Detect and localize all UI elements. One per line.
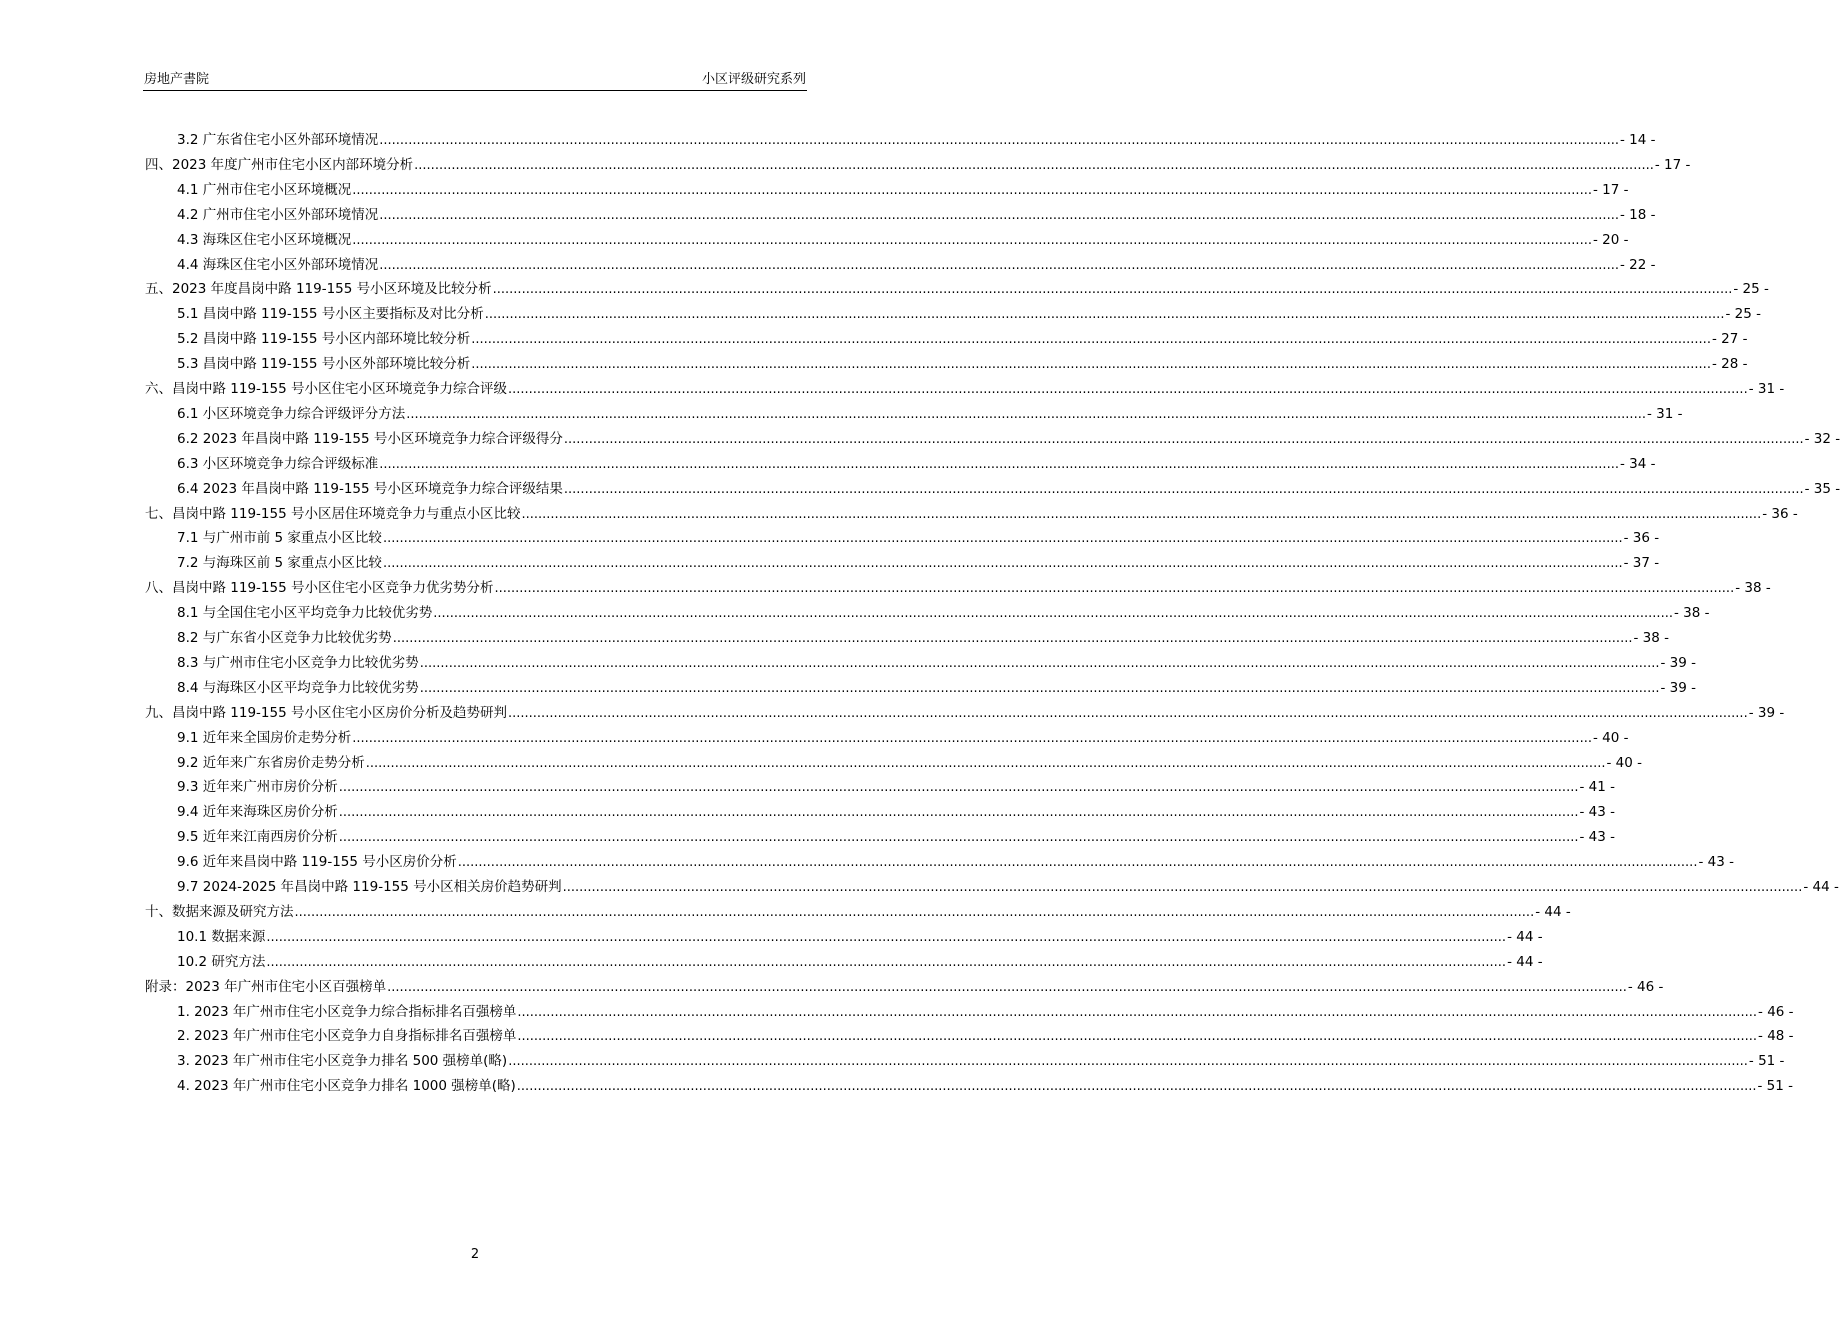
toc-entry-title: 9.2 近年来广东省房价走势分析	[177, 754, 365, 771]
toc-entry-title: 6.1 小区环境竞争力综合评级评分方法	[177, 405, 406, 422]
toc-dot-leader: ............................................................................................................................................................................................................................................................................................................	[406, 406, 1646, 422]
toc-entry-page: - 38 -	[1735, 580, 1771, 597]
toc-entry[interactable]	[177, 450, 1656, 472]
toc-dot-leader: ............................................................................................................................................................................................................................................................................................................	[379, 456, 1619, 472]
toc-entry-page: - 51 -	[1748, 1053, 1785, 1070]
toc-dot-leader: ............................................................................................................................................................................................................................................................................................................	[419, 680, 1660, 696]
toc-entry-title: 9.6 近年来昌岗中路 119-155 号小区房价分析	[177, 854, 457, 871]
toc-entry-page: - 17 -	[1654, 156, 1691, 173]
toc-dot-leader: ............................................................................................................................................................................................................................................................................................................	[382, 556, 1623, 572]
toc-dot-leader: ............................................................................................................................................................................................................................................................................................................	[379, 257, 1619, 273]
toc-entry[interactable]	[177, 724, 1629, 746]
toc-entry-page: - 38 -	[1673, 605, 1710, 622]
toc-entry-page: - 39 -	[1660, 654, 1696, 671]
toc-entry[interactable]	[145, 500, 1798, 522]
toc-entry[interactable]	[145, 375, 1785, 397]
toc-entry-page: - 18 -	[1619, 206, 1656, 223]
header-left-text: 房地产書院	[144, 72, 210, 87]
toc-entry[interactable]	[177, 325, 1748, 348]
toc-entry[interactable]	[145, 973, 1664, 995]
toc-entry-page: - 14 -	[1619, 132, 1656, 148]
toc-dot-leader: ............................................................................................................................................................................................................................................................................................................	[414, 157, 1654, 173]
toc-entry-page: - 22 -	[1619, 256, 1656, 273]
toc-entry[interactable]	[177, 798, 1615, 821]
toc-entry[interactable]	[177, 624, 1669, 646]
toc-entry[interactable]	[177, 823, 1615, 846]
toc-entry-page: - 25 -	[1733, 281, 1769, 298]
toc-entry[interactable]	[177, 773, 1615, 796]
toc-dot-leader: ............................................................................................................................................................................................................................................................................................................	[392, 631, 1633, 646]
toc-entry[interactable]	[177, 1047, 1785, 1070]
toc-dot-leader: ............................................................................................................................................................................................................................................................................................................	[352, 730, 1592, 746]
toc-entry-title: 9.7 2024-2025 年昌岗中路 119-155 号小区相关房价趋势研判	[177, 879, 562, 895]
toc-dot-leader: ............................................................................................................................................................................................................................................................................................................	[516, 1079, 1757, 1095]
toc-dot-leader: ............................................................................................................................................................................................................................................................................................................	[387, 979, 1627, 995]
toc-entry-page: - 27 -	[1711, 331, 1748, 348]
toc-dot-leader: ............................................................................................................................................................................................................................................................................................................	[379, 133, 1619, 148]
toc-entry-title: 四、2023 年度广州市住宅小区内部环境分析	[145, 156, 414, 173]
toc-entry-title: 9.5 近年来江南西房价分析	[177, 829, 338, 846]
toc-entry-title: 1. 2023 年广州市住宅小区竞争力综合指标排名百强榜单	[177, 1003, 517, 1020]
toc-entry-page: - 31 -	[1646, 405, 1683, 422]
toc-entry-title: 附录：2023 年广州市住宅小区百强榜单	[145, 978, 387, 995]
toc-entry[interactable]	[177, 400, 1683, 422]
toc-entry-page: - 44 -	[1507, 953, 1543, 970]
toc-entry-title: 6.3 小区环境竞争力综合评级标准	[177, 455, 379, 472]
toc-entry[interactable]	[177, 649, 1696, 671]
toc-entry-page: - 41 -	[1579, 779, 1615, 796]
toc-entry-page: - 28 -	[1711, 356, 1748, 373]
toc-entry-title: 3.2 广东省住宅小区外部环境情况	[177, 132, 379, 148]
toc-dot-leader: ............................................................................................................................................................................................................................................................................................................	[494, 581, 1735, 597]
toc-entry-page: - 44 -	[1507, 928, 1543, 945]
toc-dot-leader: ............................................................................................................................................................................................................................................................................................................	[492, 282, 1733, 298]
toc-entry-title: 5.1 昌岗中路 119-155 号小区主要指标及对比分析	[177, 306, 484, 323]
toc-entry-page: - 40 -	[1606, 754, 1642, 771]
toc-entry-page: - 43 -	[1579, 804, 1615, 821]
toc-entry-page: - 48 -	[1758, 1028, 1794, 1045]
toc-entry[interactable]	[145, 574, 1771, 597]
toc-entry[interactable]	[177, 475, 1840, 497]
toc-entry[interactable]	[177, 350, 1748, 373]
toc-entry-page: - 46 -	[1627, 978, 1664, 995]
toc-dot-leader: ............................................................................................................................................................................................................................................................................................................	[521, 506, 1762, 522]
toc-entry[interactable]	[177, 1022, 1794, 1045]
toc-entry-page: - 39 -	[1660, 679, 1696, 696]
toc-entry[interactable]	[145, 275, 1769, 298]
toc-entry[interactable]	[177, 848, 1734, 871]
toc-entry-title: 五、2023 年度昌岗中路 119-155 号小区环境及比较分析	[145, 281, 492, 298]
toc-entry[interactable]	[177, 524, 1660, 547]
toc-entry-title: 6.4 2023 年昌岗中路 119-155 号小区环境竞争力综合评级结果	[177, 480, 563, 497]
toc-entry-page: - 44 -	[1535, 903, 1571, 920]
toc-entry-title: 8.2 与广东省小区竞争力比较优劣势	[177, 630, 392, 646]
toc-entry-page: - 31 -	[1748, 381, 1785, 397]
toc-entry-page: - 36 -	[1623, 530, 1660, 547]
toc-entry-title: 6.2 2023 年昌岗中路 119-155 号小区环境竞争力综合评级得分	[177, 430, 563, 447]
toc-dot-leader: ............................................................................................................................................................................................................................................................................................................	[352, 182, 1592, 198]
toc-entry-title: 十、数据来源及研究方法	[145, 903, 294, 920]
toc-entry-title: 4.4 海珠区住宅小区外部环境情况	[177, 256, 379, 273]
toc-dot-leader: ............................................................................................................................................................................................................................................................................................................	[294, 904, 1535, 920]
toc-entry-title: 七、昌岗中路 119-155 号小区居住环境竞争力与重点小区比较	[145, 505, 521, 522]
toc-dot-leader: ............................................................................................................................................................................................................................................................................................................	[433, 606, 1673, 622]
toc-entry-page: - 44 -	[1803, 879, 1839, 895]
toc-entry-page: - 46 -	[1758, 1003, 1794, 1020]
toc-dot-leader: ............................................................................................................................................................................................................................................................................................................	[508, 382, 1748, 397]
toc-entry[interactable]	[177, 425, 1840, 447]
toc-entry[interactable]	[145, 699, 1785, 721]
toc-entry-title: 9.3 近年来广州市房价分析	[177, 779, 338, 796]
toc-entry-title: 8.4 与海珠区小区平均竞争力比较优劣势	[177, 679, 419, 696]
toc-entry-page: - 34 -	[1619, 455, 1656, 472]
toc-entry-page: - 35 -	[1804, 480, 1840, 497]
toc-entry[interactable]	[145, 898, 1571, 920]
toc-entry-title: 7.1 与广州市前 5 家重点小区比较	[177, 530, 382, 547]
toc-entry-title: 4.2 广州市住宅小区外部环境情况	[177, 206, 379, 223]
toc-entry-title: 9.4 近年来海珠区房价分析	[177, 804, 338, 821]
toc-entry-page: - 25 -	[1725, 306, 1761, 323]
header-right-text: 小区评级研究系列	[701, 72, 806, 87]
toc-entry[interactable]	[177, 948, 1543, 970]
toc-entry[interactable]	[177, 998, 1794, 1020]
toc-entry-title: 10.1 数据来源	[177, 928, 266, 945]
toc-dot-leader: ............................................................................................................................................................................................................................................................................................................	[563, 481, 1804, 497]
page-header	[143, 66, 807, 91]
toc-dot-leader: ............................................................................................................................................................................................................................................................................................................	[517, 1029, 1758, 1045]
toc-entry-title: 八、昌岗中路 119-155 号小区住宅小区竞争力优劣势分析	[145, 580, 494, 597]
toc-dot-leader: ............................................................................................................................................................................................................................................................................................................	[563, 431, 1804, 447]
toc-entry-title: 六、昌岗中路 119-155 号小区住宅小区环境竞争力综合评级	[145, 381, 507, 397]
toc-entry[interactable]	[145, 151, 1691, 173]
toc-entry-title: 8.1 与全国住宅小区平均竞争力比较优劣势	[177, 605, 433, 622]
toc-entry-page: - 39 -	[1748, 704, 1785, 721]
toc-dot-leader: ............................................................................................................................................................................................................................................................................................................	[517, 1004, 1758, 1020]
toc-entry[interactable]	[177, 300, 1761, 323]
toc-entry[interactable]	[177, 1072, 1794, 1095]
toc-entry-title: 5.3 昌岗中路 119-155 号小区外部环境比较分析	[177, 356, 471, 373]
toc-entry-title: 7.2 与海珠区前 5 家重点小区比较	[177, 555, 382, 572]
toc-dot-leader: ............................................................................................................................................................................................................................................................................................................	[382, 531, 1623, 547]
toc-entry-title: 5.2 昌岗中路 119-155 号小区内部环境比较分析	[177, 331, 471, 348]
toc-entry-page: - 51 -	[1757, 1078, 1794, 1095]
toc-entry[interactable]	[177, 251, 1656, 273]
toc-entry[interactable]	[177, 749, 1642, 771]
toc-entry[interactable]	[177, 674, 1696, 696]
toc-entry[interactable]	[177, 201, 1656, 223]
toc-dot-leader: ............................................................................................................................................................................................................................................................................................................	[365, 755, 1606, 771]
toc-entry-title: 4. 2023 年广州市住宅小区竞争力排名 1000 强榜单(略)	[177, 1078, 516, 1095]
toc-entry-page: - 20 -	[1592, 231, 1629, 248]
toc-dot-leader: ............................................................................................................................................................................................................................................................................................................	[338, 805, 1579, 821]
toc-entry-title: 4.1 广州市住宅小区环境概况	[177, 181, 352, 198]
toc-dot-leader: ............................................................................................................................................................................................................................................................................................................	[484, 307, 1725, 323]
toc-entry-title: 九、昌岗中路 119-155 号小区住宅小区房价分析及趋势研判	[145, 704, 507, 721]
toc-entry-page: - 43 -	[1579, 829, 1615, 846]
toc-dot-leader: ............................................................................................................................................................................................................................................................................................................	[352, 232, 1592, 248]
toc-entry-page: - 38 -	[1633, 630, 1669, 646]
toc-dot-leader: ............................................................................................................................................................................................................................................................................................................	[471, 357, 1711, 373]
toc-dot-leader: ............................................................................................................................................................................................................................................................................................................	[266, 929, 1507, 945]
toc-entry-title: 9.1 近年来全国房价走势分析	[177, 729, 352, 746]
toc-dot-leader: ............................................................................................................................................................................................................................................................................................................	[338, 830, 1579, 846]
toc-dot-leader: ............................................................................................................................................................................................................................................................................................................	[457, 855, 1698, 871]
toc-dot-leader: ............................................................................................................................................................................................................................................................................................................	[338, 780, 1579, 796]
toc-entry-page: - 40 -	[1592, 729, 1629, 746]
page-number: 2	[470, 1247, 480, 1262]
toc-entry-page: - 17 -	[1592, 181, 1629, 198]
toc-entry[interactable]	[177, 226, 1629, 248]
toc-entry-page: - 36 -	[1762, 505, 1798, 522]
toc-dot-leader: ............................................................................................................................................................................................................................................................................................................	[266, 954, 1507, 970]
toc-entry[interactable]	[177, 923, 1543, 945]
toc-entry[interactable]	[177, 599, 1710, 622]
toc-entry-title: 10.2 研究方法	[177, 953, 266, 970]
toc-dot-leader: ............................................................................................................................................................................................................................................................................................................	[508, 1054, 1748, 1070]
toc-entry-title: 2. 2023 年广州市住宅小区竞争力自身指标排名百强榜单	[177, 1028, 517, 1045]
toc-dot-leader: ............................................................................................................................................................................................................................................................................................................	[419, 655, 1660, 671]
toc-dot-leader: ............................................................................................................................................................................................................................................................................................................	[562, 880, 1803, 895]
toc-entry[interactable]	[177, 873, 1839, 895]
toc-entry-page: - 37 -	[1623, 555, 1660, 572]
toc-dot-leader: ............................................................................................................................................................................................................................................................................................................	[379, 207, 1619, 223]
toc-entry[interactable]	[177, 126, 1656, 148]
toc-entry-title: 8.3 与广州市住宅小区竞争力比较优劣势	[177, 654, 419, 671]
toc-entry-page: - 32 -	[1804, 430, 1840, 447]
toc-entry-page: - 43 -	[1698, 854, 1734, 871]
toc-entry-title: 3. 2023 年广州市住宅小区竞争力排名 500 强榜单(略)	[177, 1053, 508, 1070]
toc-dot-leader: ............................................................................................................................................................................................................................................................................................................	[508, 705, 1748, 721]
toc-dot-leader: ............................................................................................................................................................................................................................................................................................................	[471, 332, 1711, 348]
toc-entry[interactable]	[177, 549, 1660, 572]
toc-entry[interactable]	[177, 176, 1629, 198]
toc-entry-title: 4.3 海珠区住宅小区环境概况	[177, 231, 352, 248]
